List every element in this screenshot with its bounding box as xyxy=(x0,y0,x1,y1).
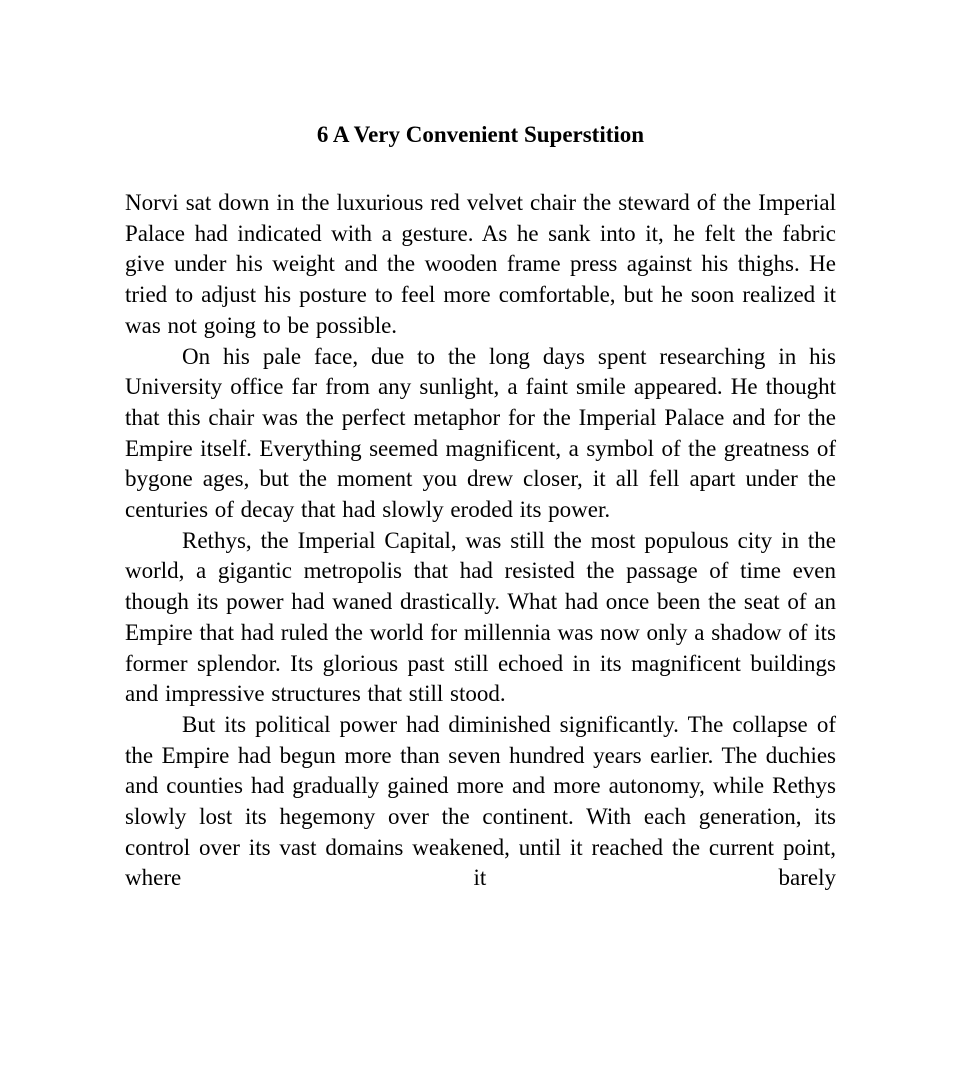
paragraph: Norvi sat down in the luxurious red velvet chair the steward of the Imperial Palace had indicated with a gesture. As he sank into it, he felt the fabric give under his weight and the wooden frame press against his thighs. He tried to adjust his posture to feel more comfortable, but he soon realized it was not going to be possible. xyxy=(125,190,836,338)
paragraph: But its political power had diminished significantly. The collapse of the Empire had begun more than seven hundred years earlier. The duchies and counties had gradually gained more and more autonomy, while Rethys slowly lost its hegemony over the continent. With each generation, its control over its vast domains weakened, until it reached the current point, where it barely xyxy=(125,711,836,891)
chapter-title: 6 A Very Convenient Superstition xyxy=(316,122,645,147)
chapter-body xyxy=(125,188,836,894)
paragraph: On his pale face, due to the long days spent researching in his University office far from any sunlight, a faint smile appeared. He thought that this chair was the perfect metaphor for the Imperial Palace and for the Empire itself. Everything seemed magnificent, a symbol of the greatness of bygone ages, but the moment you drew closer, it all fell apart under the centuries of decay that had slowly eroded its power. xyxy=(125,343,836,523)
paragraph: Rethys, the Imperial Capital, was still the most populous city in the world, a gigantic metropolis that had resisted the passage of time even though its power had waned drastically. What had once been the seat of an Empire that had ruled the world for millennia was now only a shadow of its former splendor. Its glorious past still echoed in its magnificent buildings and impressive structures that still stood. xyxy=(125,527,836,707)
